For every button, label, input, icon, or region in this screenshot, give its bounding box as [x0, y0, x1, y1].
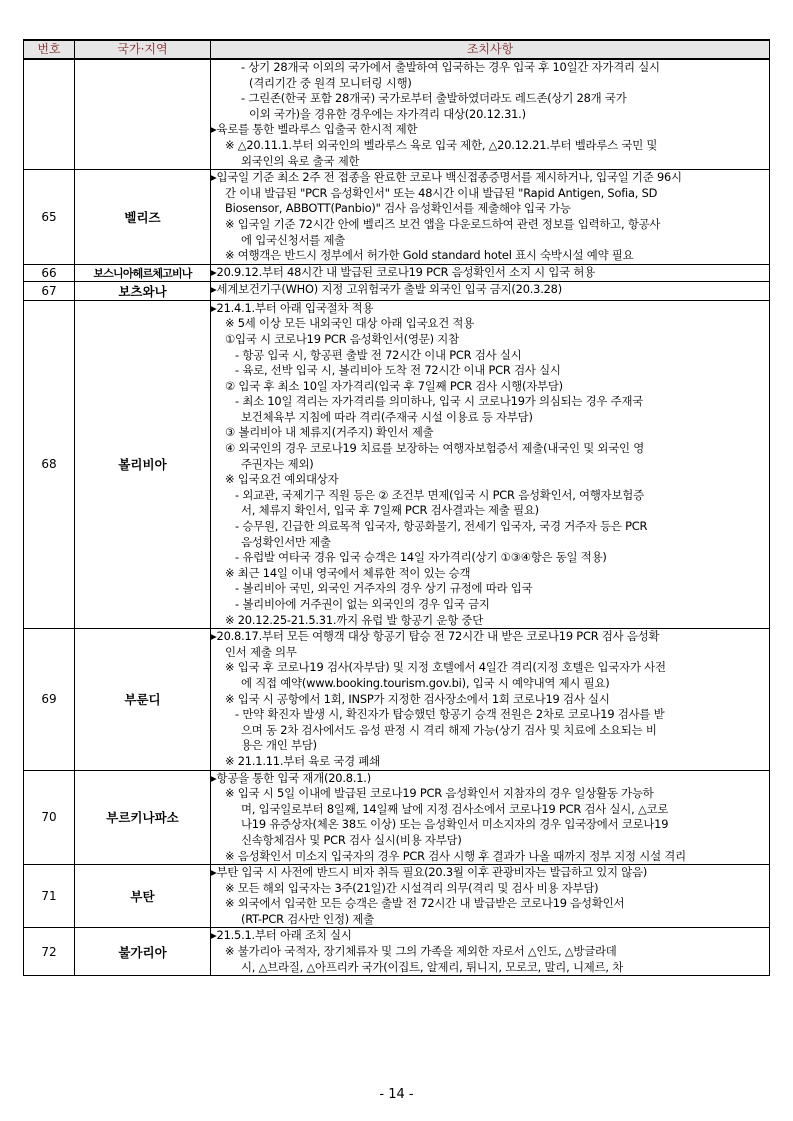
measures-table [23, 39, 770, 976]
measure-line: - 그린존(한국 포함 28개국) 국가로부터 출발하였더라도 레드존(상기 28개 국가 [241, 91, 627, 106]
measure-line: ※ 최근 14일 이내 영국에서 체류한 적이 있는 승객 [225, 565, 471, 580]
measure-line: ※ △20.11.1.부터 외국인의 벨라루스 육로 입국 제한, △20.12.21.부터 벨라루스 국민 및 [225, 137, 658, 152]
measure-line: - 볼리비아 국민, 외국인 거주자의 경우 상기 규정에 따라 입국 [235, 581, 533, 596]
measures-cell [211, 170, 770, 265]
measure-line: ▸21.4.1.부터 아래 입국절차 적용 [211, 300, 374, 315]
row-number: 65 [24, 170, 75, 265]
measure-line: ※ 입국 시 5일 이내에 발급된 코로나19 PCR 음성확인서 지참자의 경우 일상활동 가능하 [225, 786, 654, 801]
measure-line: ▸21.5.1.부터 아래 조치 실시 [211, 928, 352, 943]
country-name: 보츠와나 [75, 281, 211, 300]
header-num: 번호 [24, 40, 75, 59]
measure-line: ※ 입국 시 공항에서 1회, INSP가 지정한 검사장소에서 1회 코로나19 검사 실시 [225, 691, 610, 706]
table-row [24, 281, 770, 300]
measure-line: ※ 입국요건 예외대상자 [225, 472, 339, 487]
measure-line: ※ 여행객은 반드시 정부에서 허가한 Gold standard hotel 표시 숙박시설 예약 필요 [225, 248, 634, 263]
header-country: 국가·지역 [75, 40, 211, 59]
table-header-row [24, 40, 770, 59]
measure-line: ※ 불가리아 국적자, 장기체류자 및 그의 가족을 제외한 자로서 △인도, △방글라데 [225, 944, 617, 959]
row-number [24, 59, 75, 170]
measure-line: ※ 음성확인서 미소지 입국자의 경우 PCR 검사 시행 후 결과가 나올 때까지 정부 지정 시설 격리 [225, 848, 686, 863]
measure-line: - 유럽발 여타국 경유 입국 승객은 14일 자가격리(상기 ①③④항은 동일 적용) [235, 550, 607, 565]
measure-line: 으며 동 2차 검사에서도 음성 판정 시 격리 해제 가능(상기 검사 및 치료에 소요되는 비 [241, 722, 657, 737]
measure-line: 주권자는 제외) [241, 456, 314, 471]
measures-cell [211, 59, 770, 170]
measure-line: 보건체육부 지침에 따라 격리(주재국 시설 이용료 등 자부담) [241, 409, 533, 424]
row-number: 66 [24, 264, 75, 281]
country-name: 부르키나파소 [75, 770, 211, 865]
measure-line: (RT-PCR 검사만 인정) 제출 [241, 911, 375, 926]
measure-line: ※ 입국 후 코로나19 검사(자부담) 및 지정 호텔에서 4일간 격리(지정 호텔은 입국자가 사전 [225, 660, 666, 675]
row-number: 72 [24, 928, 75, 976]
header-measures: 조치사항 [211, 40, 770, 59]
table-row [24, 170, 770, 265]
measures-cell [211, 281, 770, 300]
measures-cell [211, 770, 770, 865]
country-name: 불가리아 [75, 928, 211, 976]
measure-line: ▸세계보건기구(WHO) 지정 고위험국가 출발 외국인 입국 금지(20.3.28) [211, 281, 562, 296]
country-name: 부룬디 [75, 629, 211, 770]
table-row [24, 865, 770, 928]
page-number: - 14 - [379, 1087, 414, 1102]
measure-line: 이외 국가)을 경유한 경우에는 자가격리 대상(20.12.31.) [249, 106, 526, 121]
measures-cell [211, 629, 770, 770]
measure-line: - 승무원, 긴급한 의료목적 입국자, 항공화물기, 전세기 입국자, 국경 거주자 등은 PCR [235, 519, 648, 534]
table-row [24, 264, 770, 281]
measure-line: 신속항체검사 및 PCR 검사 실시(비용 자부담) [241, 832, 462, 847]
measure-line: (격리기간 중 원격 모니터링 시행) [249, 75, 412, 90]
measure-line: 에 직접 예약(www.booking.tourism.gov.bi), 입국 시 예약내역 제시 필요) [241, 675, 610, 690]
measure-line: ▸항공을 통한 입국 재개(20.8.1.) [211, 770, 371, 785]
measure-line: ▸20.9.12.부터 48시간 내 발급된 코로나19 PCR 음성확인서 소지 시 입국 허용 [211, 264, 596, 279]
table-row [24, 300, 770, 628]
measure-line: Biosensor, ABBOTT(Panbio)" 검사 음성확인서를 제출해야 입국 가능 [225, 201, 571, 216]
measure-line: ※ 모든 해외 입국자는 3주(21일)간 시설격리 의무(격리 및 검사 비용 자부담) [225, 880, 599, 895]
measure-line: ▸입국일 기준 최소 2주 전 접종을 완료한 코로나 백신접종증명서를 제시하거나, 입국일 기준 96시 [211, 170, 682, 185]
measure-line: 인서 제출 의무 [225, 644, 297, 659]
table-row [24, 59, 770, 170]
table-row [24, 770, 770, 865]
measures-cell [211, 865, 770, 928]
measure-line: ▸육로를 통한 벨라루스 입출국 한시적 제한 [211, 122, 418, 137]
measure-line: 음성확인서만 제출 [241, 534, 331, 549]
measure-line: ※ 입국일 기준 72시간 안에 벨리즈 보건 앱을 다운로드하여 관련 정보를 입력하고, 항공사 [225, 216, 661, 231]
measure-line: - 육로, 선박 입국 시, 볼리비아 도착 전 72시간 이내 PCR 검사 실시 [235, 363, 561, 378]
measure-line: - 만약 확진자 발생 시, 확진자가 탑승했던 항공기 승객 전원은 2차로 코로나19 검사를 받 [235, 707, 665, 722]
measure-line: ※ 5세 이상 모든 내외국인 대상 아래 입국요건 적용 [225, 316, 475, 331]
measure-line: - 항공 입국 시, 항공편 출발 전 72시간 이내 PCR 검사 실시 [235, 347, 522, 362]
table-row [24, 928, 770, 976]
measure-line: ② 입국 후 최소 10일 자가격리(입국 후 7일째 PCR 검사 시행(자부담) [225, 378, 563, 393]
measure-line: - 상기 28개국 이외의 국가에서 출발하여 입국하는 경우 입국 후 10일간 자가격리 실시 [241, 60, 660, 74]
measure-line: 간 이내 발급된 "PCR 음성확인서" 또는 48시간 이내 발급된 "Rapid Antigen, Sofia, SD [225, 185, 658, 200]
measure-line: - 볼리비아에 거주권이 없는 외국인의 경우 입국 금지 [235, 597, 490, 611]
row-number: 68 [24, 300, 75, 628]
measure-line: - 외교관, 국제기구 직원 등은 ② 조건부 면제(입국 시 PCR 음성확인서, 여행자보험증 [235, 487, 644, 502]
measure-line: ①입국 시 코로나19 PCR 음성확인서(영문) 지참 [225, 331, 459, 346]
row-number: 67 [24, 281, 75, 300]
row-number: 70 [24, 770, 75, 865]
measure-line: 나19 유증상자(체온 38도 이상) 또는 음성확인서 미소지자의 경우 입국장에서 코로나19 [241, 817, 669, 832]
measure-line: ③ 볼리비아 내 체류지(거주지) 확인서 제출 [225, 425, 434, 440]
measure-line: ※ 20.12.25-21.5.31.까지 유럽 발 항공기 운항 중단 [225, 612, 484, 627]
measure-line: ※ 외국에서 입국한 모든 승객은 출발 전 72시간 내 발급받은 코로나19 음성확인서 [225, 896, 625, 911]
measures-cell [211, 264, 770, 281]
row-number: 71 [24, 865, 75, 928]
measure-line: ▸부탄 입국 시 사전에 반드시 비자 취득 필요(20.3월 이후 관광비자는 발급하고 있지 않음) [211, 865, 648, 880]
measure-line: 에 입국신청서를 제출 [241, 232, 346, 247]
measure-line: ※ 21.1.11.부터 육로 국경 폐쇄 [225, 753, 380, 768]
country-name: 부탄 [75, 865, 211, 928]
measure-line: ④ 외국인의 경우 코로나19 치료를 보장하는 여행자보험증서 제출(내국인 및 외국인 영 [225, 441, 645, 456]
country-name: 보스니아헤르체고비나 [75, 264, 211, 281]
measure-line: ▸20.8.17.부터 모든 여행객 대상 항공기 탑승 전 72시간 내 받은 코로나19 PCR 검사 음성확 [211, 629, 660, 644]
measure-line: 시, △브라질, △아프리카 국가(이집트, 알제리, 튀니지, 모로코, 말리, 니제르, 차 [241, 959, 624, 974]
measure-line: 며, 입국일로부터 8일째, 14일째 날에 지정 검사소에서 코로나19 PCR 검사 실시, △코로 [241, 801, 669, 816]
measure-line: 용은 개인 부담) [241, 738, 317, 753]
measure-line: 외국인의 육로 출국 제한 [241, 153, 360, 168]
measures-cell [211, 300, 770, 628]
measure-line: - 최소 10일 격리는 자가격리를 의미하나, 입국 시 코로나19가 의심되는 경우 주재국 [235, 394, 644, 409]
row-number: 69 [24, 629, 75, 770]
country-name: 볼리비아 [75, 300, 211, 628]
measures-cell [211, 928, 770, 976]
country-name: 벨리즈 [75, 170, 211, 265]
country-name [75, 59, 211, 170]
table-row [24, 629, 770, 770]
measure-line: 서, 체류지 확인서, 입국 후 7일째 PCR 검사결과는 제출 필요) [241, 503, 539, 518]
